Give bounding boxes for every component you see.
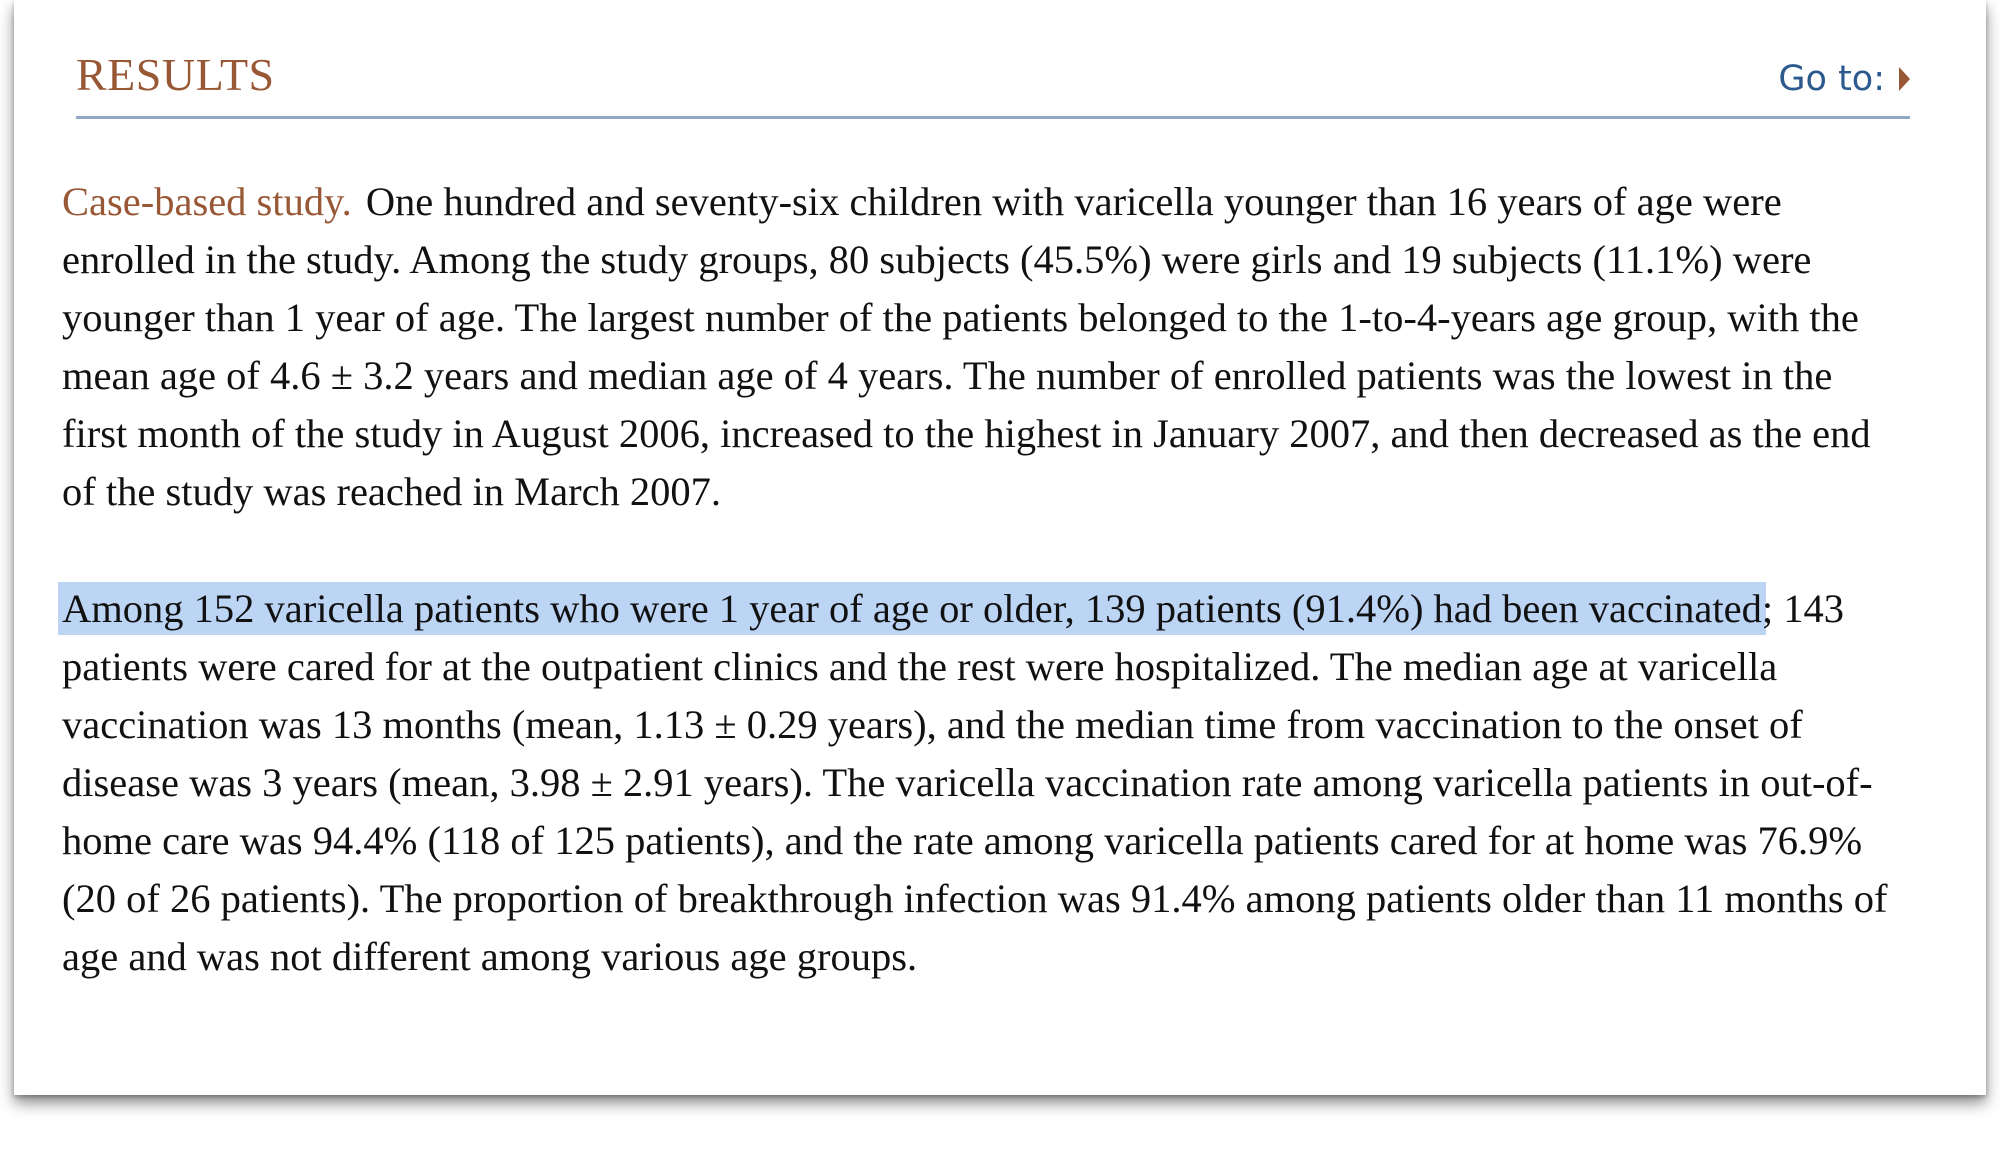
goto-menu[interactable] (1778, 54, 1910, 104)
paragraph-case-based-study (62, 173, 1902, 521)
section-header (76, 46, 1910, 119)
paragraph-lead: Case-based study. (62, 179, 352, 224)
section-title: RESULTS (76, 49, 275, 100)
paragraph-vaccination (62, 580, 1902, 986)
caret-right-icon[interactable] (1899, 67, 1910, 91)
paragraph-text: ; 143 patients were cared for at the outpatient clinics and the rest were hospitalized. The median age at varicella vaccination was 13 months (mean, 1.13 ± 0.29 years), and the median time from vaccination to the onset of disease was 3 years (mean, 3.98 ± 2.91 years). The varicella vaccination rate among varicella patients in out-of-home care was 94.4% (118 of 125 patients), and the rate among varicella patients cared for at home was 76.9% (20 of 26 patients). The proportion of breakthrough infection was 91.4% among patients older than 11 months of age and was not different among various age groups. (62, 586, 1888, 979)
paragraph-text: One hundred and seventy-six children with varicella younger than 16 years of age were enrolled in the study. Among the study groups, 80 subjects (45.5%) were girls and 19 subjects (11.1%) were younger than 1 year of age. The largest number of the patients belonged to the 1-to-4-years age group, with the mean age of 4.6 ± 3.2 years and median age of 4 years. The number of enrolled patients was the lowest in the first month of the study in August 2006, increased to the highest in January 2007, and then decreased as the end of the study was reached in March 2007. (62, 179, 1871, 514)
goto-label[interactable]: Go to: (1778, 59, 1885, 99)
text-selection[interactable]: Among 152 varicella patients who were 1 year of age or older, 139 patients (91.4%) had been vaccinated (62, 586, 1762, 631)
